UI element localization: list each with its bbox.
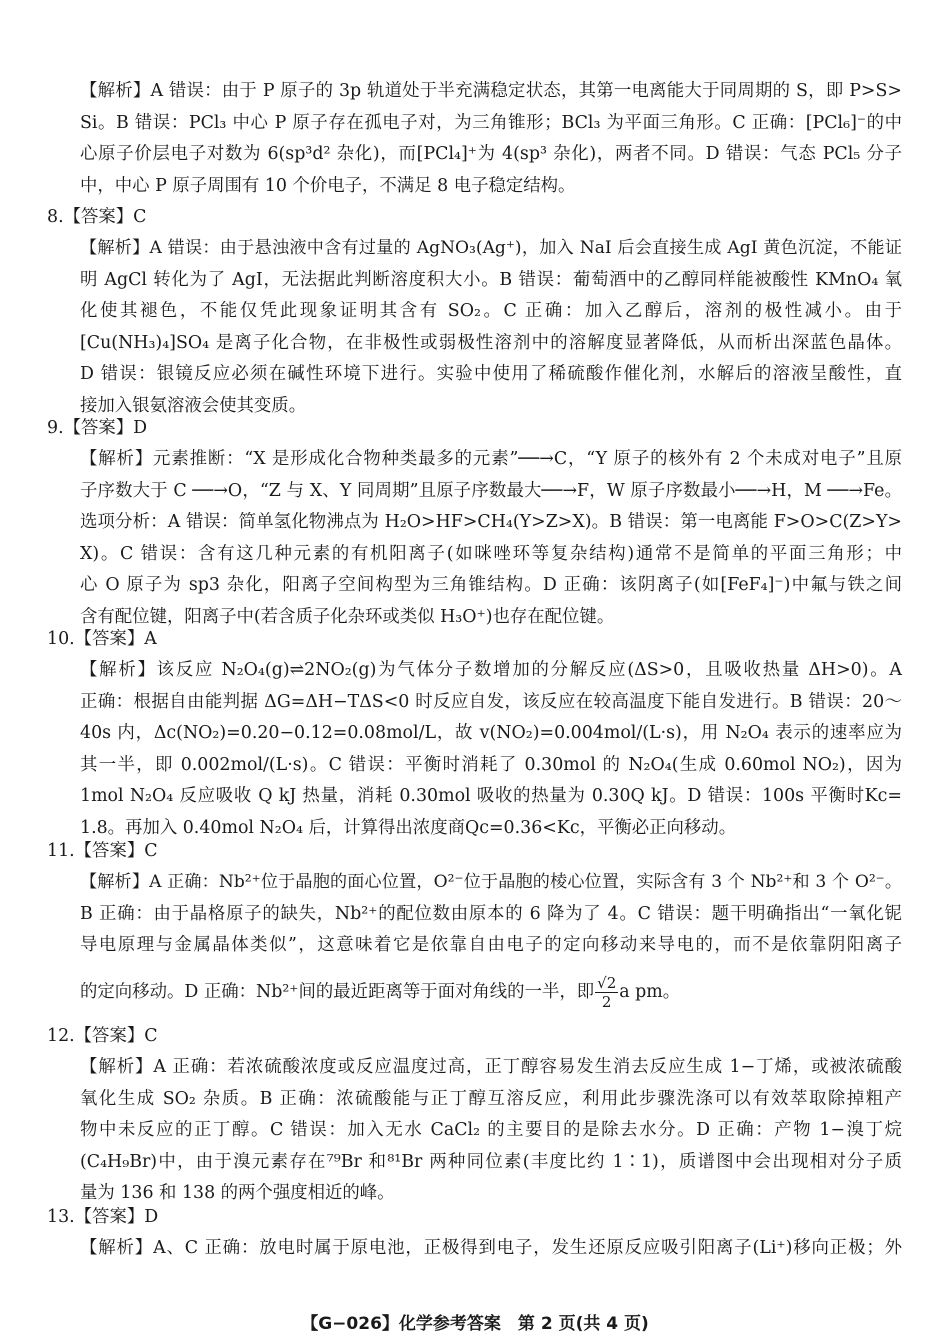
q7-line: Si。B 错误：PCl₃ 中心 P 原子存在孤电子对，为三角锥形；BCl₃ 为平面三角形。C 正确：[PCl₆]⁻的中 [80,112,902,133]
q10-line: 其一半，即 0.002mol/(L·s)。C 错误：平衡时消耗了 0.30mol 的 N₂O₄(生成 0.60mol NO₂)，因为 [80,754,902,775]
q12-line: 量为 136 和 138 的两个强度相近的峰。 [80,1183,395,1203]
q7-line: 心原子价层电子对数为 6(sp³d² 杂化)，而[PCl₄]⁺为 4(sp³ 杂化)，两者不同。D 错误：气态 PCl₅ 分子 [80,144,902,164]
q8-line: 【解析】A 错误：由于悬浊液中含有过量的 AgNO₃(Ag⁺)，加入 NaI 后会直接生成 AgI 黄色沉淀，不能证 [80,238,902,258]
q7-line: 中，中心 P 原子周围有 10 个价电子，不满足 8 电子稳定结构。 [80,175,576,196]
q11-line: 【解析】A 正确：Nb²⁺位于晶胞的面心位置，O²⁻位于晶胞的棱心位置，实际含有 3 个 Nb²⁺和 3 个 O²⁻。 [80,872,902,892]
q12-line: (C₄H₉Br)中，由于溴元素存在⁷⁹Br 和⁸¹Br 两种同位素(丰度比约 1∶1)，质谱图中会出现相对分子质 [80,1151,902,1172]
fraction-numerator: √2 [597,973,617,992]
q10-line: 正确：根据自由能判据 ΔG=ΔH−TΔS<0 时反应自发，该反应在较高温度下能自发进行。B 错误：20～ [80,691,902,712]
q8-line: 接加入银氨溶液会使其变质。 [80,395,307,416]
q8-line: 明 AgCl 转化为了 AgI，无法据此判断溶度积大小。B 错误：葡萄酒中的乙醇同样能被酸性 KMnO₄ 氧 [80,269,902,290]
sqrt2-over-2-fraction [595,974,618,1011]
q9-line: X)。C 错误：含有这几种元素的有机阳离子(如咪唑环等复杂结构)通常不是简单的平面三角形；中 [80,543,902,564]
q11-answer: 11.【答案】C [47,841,158,861]
q11-last-pre: 的定向移动。D 正确：Nb²⁺间的最近距离等于面对角线的一半，即 [80,981,595,1002]
fraction-denominator: 2 [601,992,612,1011]
q12-line: 氧化生成 SO₂ 杂质。B 正确：浓硫酸能与正丁醇互溶反应，利用此步骤洗涤可以有效萃取除掉粗产 [80,1088,902,1109]
q13-explanation [80,1233,902,1265]
q12-explanation [80,1052,902,1210]
q8-answer: 8.【答案】C [47,207,147,227]
q9-line: 子序数大于 C ──→O，“Z 与 X、Y 同周期”且原子序数最大──→F，W 原子序数最小──→H，M ──→Fe。 [80,480,902,501]
q8-line: 化使其褪色，不能仅凭此现象证明其含有 SO₂。C 正确：加入乙醇后，溶剂的极性减小。由于 [80,301,902,321]
q9-answer: 9.【答案】D [47,418,148,438]
q11-explanation [80,867,902,1022]
q7-explanation [80,76,902,202]
q11-line: 导电原理与金属晶体类似”，这意味着它是依靠自由电子的定向移动来导电的，而不是依靠阴阳离子 [80,935,902,955]
q12-answer: 12.【答案】C [47,1026,158,1046]
q8-line: D 错误：银镜反应必须在碱性环境下进行。实验中使用了稀硫酸作催化剂，水解后的溶液呈酸性，直 [80,364,902,384]
q11-line: B 正确：由于晶格原子的缺失，Nb²⁺的配位数由原本的 6 降为了 4。C 错误：题干明确指出“一氧化铌 [80,903,902,924]
q7-line: 【解析】A 错误：由于 P 原子的 3p 轨道处于半充满稳定状态，其第一电离能大于同周期的 S，即 P>S> [80,81,902,101]
q10-line: 40s 内，Δc(NO₂)=0.20−0.12=0.08mol/L，故 v(NO₂)=0.004mol/(L·s)，用 N₂O₄ 表示的速率应为 [80,723,902,743]
q10-line: 1mol N₂O₄ 反应吸收 Q kJ 热量，消耗 0.30mol 吸收的热量为 0.30Q kJ。D 错误：100s 平衡时Kc= [80,786,902,806]
q11-last-post: a pm。 [619,981,681,1002]
q9-line: 【解析】元素推断：“X 是形成化合物种类最多的元素”──→C，“Y 原子的核外有 2 个未成对电子”且原 [80,449,902,469]
q10-explanation [80,655,902,844]
q13-line: 【解析】A、C 正确：放电时属于原电池，正极得到电子，发生还原反应吸引阳离子(Li⁺)移向正极；外 [80,1238,902,1258]
q8-explanation [80,233,902,422]
q11-last-line [80,962,902,1022]
q9-line: 含有配位键，阳离子中(若含质子化杂环或类似 H₃O⁺)也存在配位键。 [80,606,615,627]
q9-line: 选项分析：A 错误：简单氢化物沸点为 H₂O>HF>CH₄(Y>Z>X)。B 错误：第一电离能 F>O>C(Z>Y> [80,512,902,532]
q13-answer: 13.【答案】D [47,1207,159,1227]
q10-line: 1.8。再加入 0.40mol N₂O₄ 后，计算得出浓度商Qc=0.36<Kc，平衡必正向移动。 [80,817,737,838]
q12-line: 物中未反应的正丁醇。C 错误：加入无水 CaCl₂ 的主要目的是除去水分。D 正确：产物 1−溴丁烷 [80,1120,902,1140]
q12-line: 【解析】A 正确：若浓硫酸浓度或反应温度过高，正丁醇容易发生消去反应生成 1−丁烯，或被浓硫酸 [80,1057,902,1077]
q9-line: 心 O 原子为 sp3 杂化，阳离子空间构型为三角锥结构。D 正确：该阴离子(如[FeF₄]⁻)中氟与铁之间 [80,575,902,595]
q8-line: [Cu(NH₃)₄]SO₄ 是离子化合物，在非极性或弱极性溶剂中的溶解度显著降低，从而析出深蓝色晶体。 [80,332,902,353]
q10-answer: 10.【答案】A [47,629,157,649]
q10-line: 【解析】该反应 N₂O₄(g)⇌2NO₂(g)为气体分子数增加的分解反应(ΔS>0，且吸收热量 ΔH>0)。A [80,660,902,680]
q9-explanation [80,444,902,633]
page-footer: 【G−026】化学参考答案 第 2 页(共 4 页) [301,1314,649,1334]
